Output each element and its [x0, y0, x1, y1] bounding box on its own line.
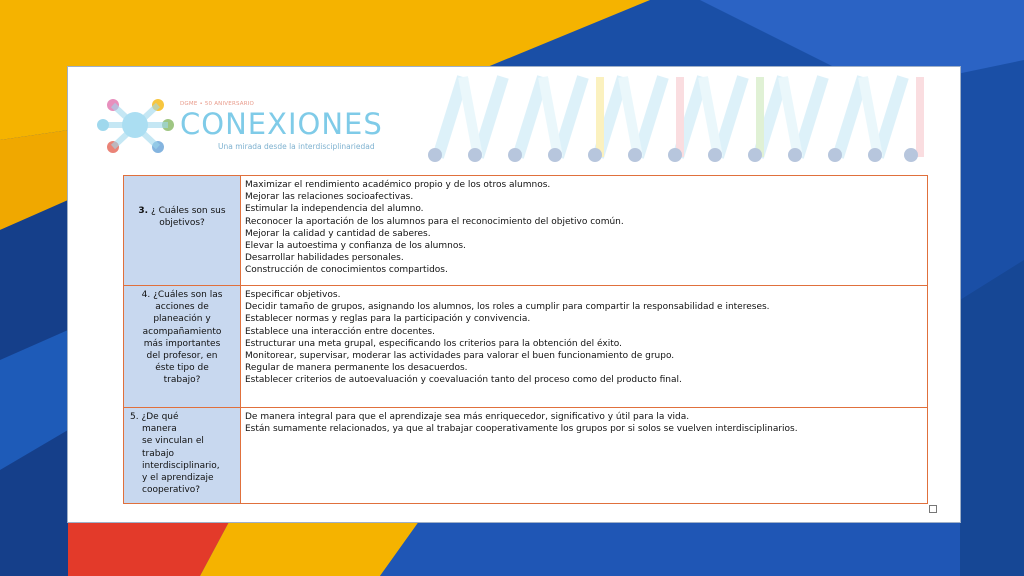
conexiones-logo-icon [97, 99, 174, 153]
answer-line: Especificar objetivos. [245, 290, 341, 300]
question-line: ¿ Cuáles son sus [150, 206, 226, 216]
answer-line: Monitorear, supervisar, moderar las actividades para valorar el buen funcionamiento de grupo. [245, 351, 675, 362]
question-line: éste tipo de [155, 363, 209, 374]
answer-line: Mejorar las relaciones socioafectivas. [245, 192, 414, 203]
answer-cell[interactable] [241, 408, 928, 504]
table-row [124, 408, 928, 504]
answer-line: Establece una interacción entre docentes. [245, 326, 435, 337]
answer-line: De manera integral para que el aprendizaje sea más enriquecedor, significativo y útil para la vida. [245, 412, 690, 422]
question-cell[interactable] [124, 286, 241, 408]
question-number: 4. [141, 290, 151, 300]
question-cell[interactable] [124, 176, 241, 286]
answer-line: Decidir tamaño de grupos, asignando los alumnos, los roles a cumplir para compartir la responsabilidad e intereses. [245, 302, 770, 313]
answer-line: Establecer criterios de autoevaluación y coevaluación tanto del proceso como del producto final. [245, 375, 682, 386]
answer-line: Establecer normas y reglas para la participación y convivencia. [245, 314, 531, 325]
question-line: manera [142, 424, 177, 435]
question-line: ¿Cuáles son las [153, 290, 223, 300]
answer-cell[interactable] [241, 286, 928, 408]
question-line: acciones de [155, 302, 209, 313]
answer-line: Mejorar la calidad y cantidad de saberes. [245, 228, 431, 239]
question-line: del profesor, en [146, 351, 218, 362]
question-line: trabajo [142, 448, 174, 459]
answer-line: Están sumamente relacionados, ya que al trabajar cooperativamente los grupos por si solos se vuelven interdisciplinarios. [245, 424, 798, 435]
resize-handle[interactable] [929, 505, 937, 513]
brand-top-label: DGME • 50 ANIVERSARIO [180, 101, 255, 107]
question-line: objetivos? [159, 218, 205, 229]
question-line: ¿De qué [141, 412, 179, 422]
decorative-stripes [438, 77, 924, 157]
answer-line: Estimular la independencia del alumno. [245, 204, 424, 215]
qa-table [123, 175, 928, 504]
question-line: y el aprendizaje [142, 473, 214, 484]
question-line: trabajo? [163, 375, 201, 386]
question-line: cooperativo? [142, 485, 201, 496]
answer-line: Elevar la autoestima y confianza de los alumnos. [245, 241, 466, 252]
question-line: interdisciplinario, [142, 460, 220, 471]
question-line: se vinculan el [142, 436, 204, 447]
answer-line: Estructurar una meta grupal, especificando los criterios para la obtención del éxito. [245, 338, 622, 349]
question-line: más importantes [143, 338, 221, 349]
question-line: acompañamiento [142, 326, 222, 337]
answer-cell[interactable] [241, 176, 928, 286]
document-page [68, 67, 960, 522]
brand-tagline: Una mirada desde la interdisciplinariedad [218, 142, 375, 151]
answer-line: Reconocer la aportación de los alumnos para el reconocimiento del objetivo común. [245, 216, 624, 227]
question-line: planeación y [153, 314, 211, 325]
table-row [124, 176, 928, 286]
question-number: 5. [130, 412, 139, 422]
answer-line: Regular de manera permanente los desacuerdos. [245, 363, 468, 374]
brand-name: CONEXIONES [180, 107, 383, 141]
table-row [124, 286, 928, 408]
answer-line: Desarrollar habilidades personales. [245, 253, 404, 264]
answer-line: Construcción de conocimientos compartidos. [245, 265, 448, 276]
answer-line: Maximizar el rendimiento académico propio y de los otros alumnos. [245, 180, 551, 190]
question-cell[interactable] [124, 408, 241, 504]
question-number: 3. [138, 206, 149, 216]
